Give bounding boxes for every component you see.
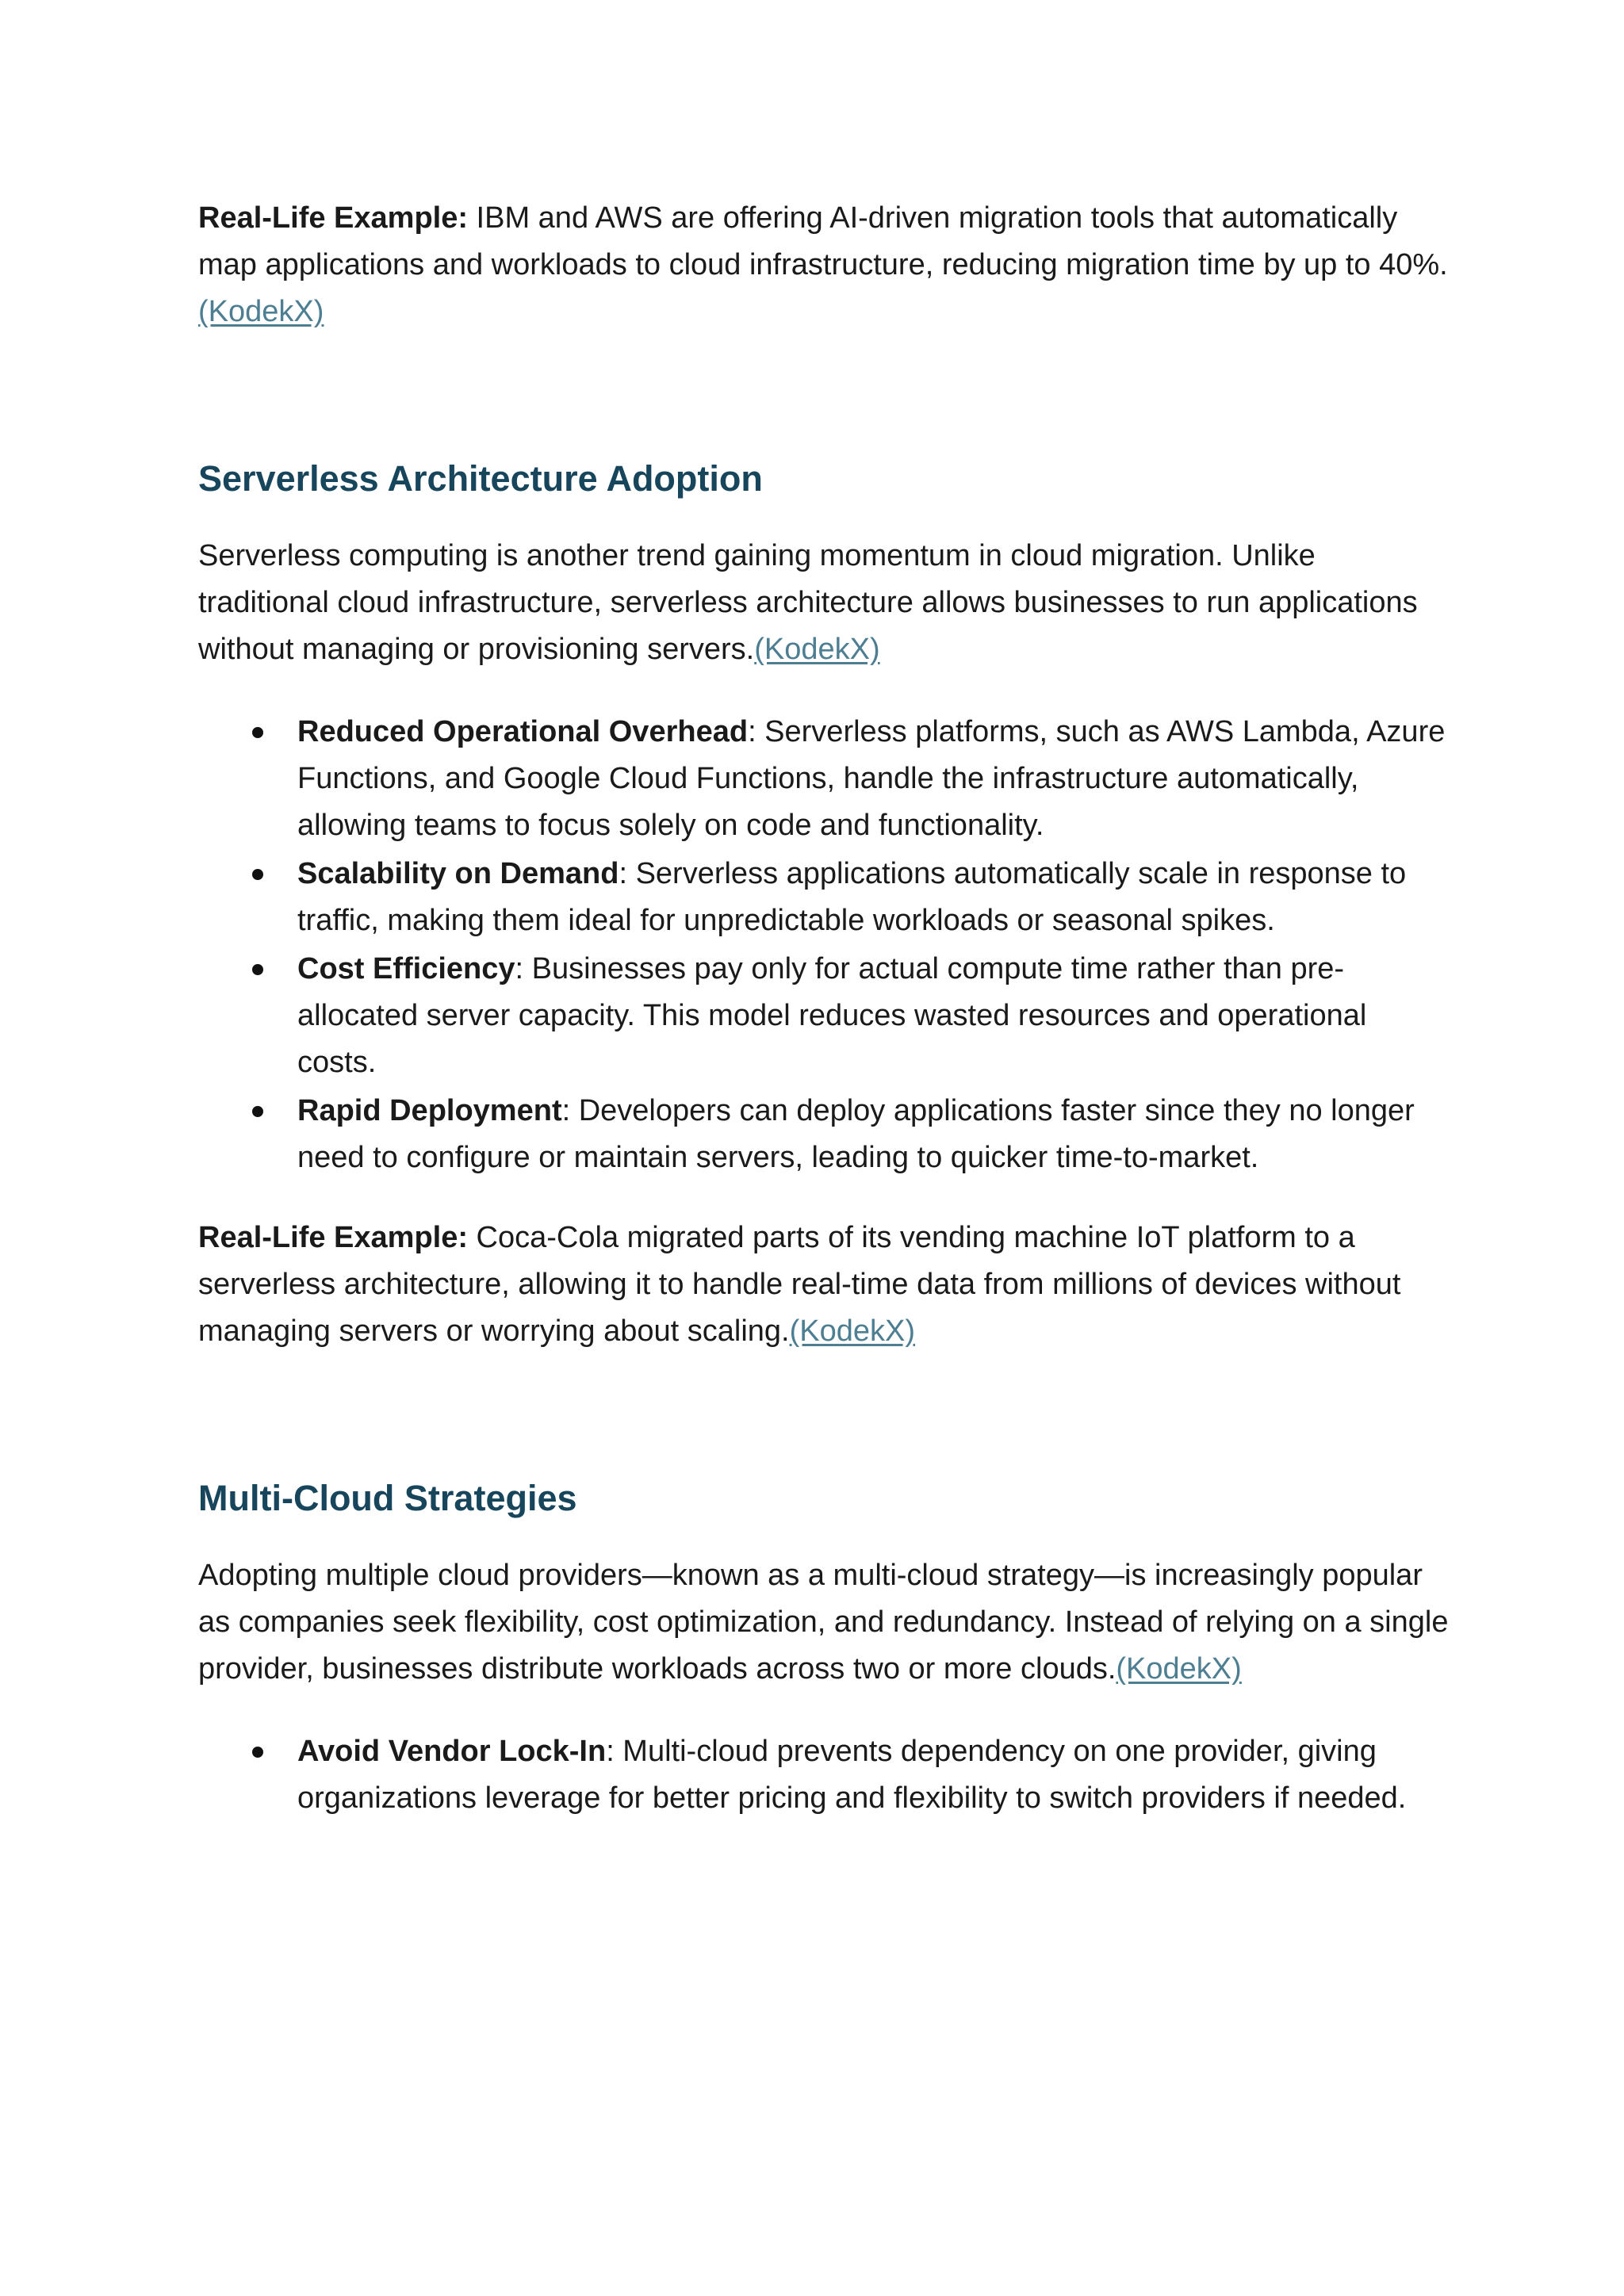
list-item-text: : Serverless applications automatically scale in response to traffic, making them ideal for unpredictable workloads or seasonal spikes. [297,857,1407,937]
multicloud-intro-text: Adopting multiple cloud providers—known as a multi-cloud strategy—is increasingly popular as companies seek flexibility, cost optimization, and redundancy. Instead of relying on a single provider, businesses distribute workloads across two or more clouds. [198,1559,1449,1686]
bullet-icon [252,964,263,975]
serverless-example-paragraph [198,1215,1451,1355]
list-item-title: Reduced Operational Overhead [297,715,749,748]
serverless-example-source-link[interactable]: (KodekX) [789,1314,915,1348]
document-page [198,195,1451,1822]
bullet-icon [252,727,263,738]
serverless-heading: Serverless Architecture Adoption [198,458,763,499]
multicloud-intro-paragraph [198,1552,1451,1693]
bullet-icon [252,869,263,880]
serverless-benefits-list [198,709,1451,1181]
multicloud-heading: Multi-Cloud Strategies [198,1478,577,1518]
list-item-text: : Developers can deploy applications faster since they no longer need to configure or maintain servers, leading to quicker time-to-market. [297,1094,1415,1174]
list-item-title: Scalability on Demand [297,857,619,890]
bullet-icon [252,1747,263,1758]
intro-example-paragraph [198,195,1451,335]
serverless-example-text: Coca-Cola migrated parts of its vending machine IoT platform to a serverless architecture, allowing it to handle real-time data from millions of devices without managing servers or worrying about scaling. [198,1221,1401,1348]
list-item-title: Avoid Vendor Lock-In [297,1735,607,1768]
serverless-example-label: Real-Life Example: [198,1221,468,1254]
intro-example-text: IBM and AWS are offering AI-driven migration tools that automatically map applications and workloads to cloud infrastructure, reducing migration time by up to 40%. [198,201,1448,281]
intro-example-label: Real-Life Example: [198,201,468,235]
list-item [198,851,1451,944]
list-item-text: : Serverless platforms, such as AWS Lambda, Azure Functions, and Google Cloud Functions, handle the infrastructure automatically, allowing teams to focus solely on code and functionality. [297,715,1446,842]
serverless-intro-text: Serverless computing is another trend gaining momentum in cloud migration. Unlike traditional cloud infrastructure, serverless architecture allows businesses to run applications without managing or provisioning servers. [198,539,1418,666]
list-item-text: : Businesses pay only for actual compute time rather than pre-allocated server capacity. This model reduces wasted resources and operational costs. [297,952,1367,1079]
list-item [198,1088,1451,1181]
serverless-intro-paragraph [198,533,1451,673]
list-item [198,1728,1451,1822]
bullet-icon [252,1106,263,1117]
intro-source-link[interactable]: (KodekX) [198,295,324,328]
list-item [198,946,1451,1086]
multicloud-source-link[interactable]: (KodekX) [1116,1652,1242,1686]
list-item [198,709,1451,849]
list-item-text: : Multi-cloud prevents dependency on one provider, giving organizations leverage for better pricing and flexibility to switch providers if needed. [297,1735,1407,1815]
multicloud-benefits-list [198,1728,1451,1822]
list-item-title: Cost Efficiency [297,952,515,985]
serverless-source-link[interactable]: (KodekX) [754,633,880,666]
list-item-title: Rapid Deployment [297,1094,562,1127]
